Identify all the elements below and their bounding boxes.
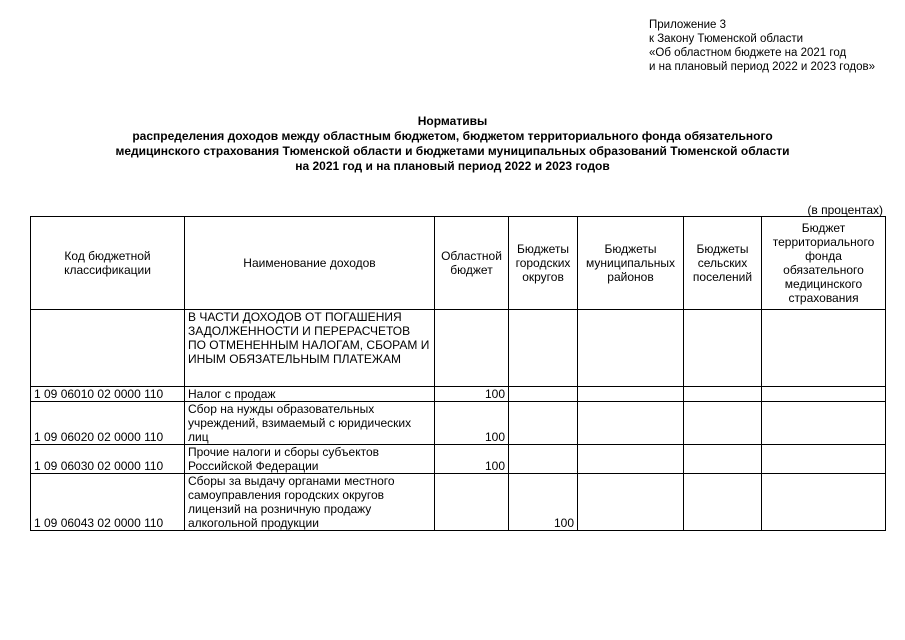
table-row — [31, 402, 886, 445]
section-row — [31, 310, 886, 387]
empty-cell — [509, 310, 578, 387]
appendix-line: к Закону Тюменской области — [649, 33, 804, 45]
empty-cell — [684, 310, 762, 387]
col-header-regional: Областной бюджет — [435, 217, 509, 310]
cell-rural — [684, 474, 762, 531]
appendix-line: и на плановый период 2022 и 2023 годов» — [649, 61, 875, 73]
empty-cell — [435, 310, 509, 387]
cell-code: 1 09 06043 02 0000 110 — [31, 474, 185, 531]
col-header-name: Наименование доходов — [185, 217, 435, 310]
cell-regional: 100 — [435, 445, 509, 474]
title-line: медицинского страхования Тюменской области и бюджетами муниципальных образований Тюменской области — [115, 144, 790, 158]
distribution-table — [30, 216, 886, 531]
cell-rural — [684, 387, 762, 402]
table-row — [31, 474, 886, 531]
title-line: на 2021 год и на плановый период 2022 и 2023 годов — [295, 159, 610, 173]
cell-fund — [762, 445, 886, 474]
cell-rural — [684, 445, 762, 474]
cell-name: Сбор на нужды образовательных учреждений, взимаемый с юридических лиц — [185, 402, 435, 445]
cell-code: 1 09 06030 02 0000 110 — [31, 445, 185, 474]
empty-cell — [578, 310, 684, 387]
cell-name: Налог с продаж — [185, 387, 435, 402]
title-line: распределения доходов между областным бюджетом, бюджетом территориального фонда обязательного — [132, 129, 773, 143]
appendix-line: Приложение 3 — [649, 19, 727, 31]
header-row — [31, 217, 886, 310]
cell-regional: 100 — [435, 402, 509, 445]
col-header-fund: Бюджет территориального фонда обязательного медицинского страхования — [762, 217, 886, 310]
cell-fund — [762, 387, 886, 402]
units-label: (в процентах) — [807, 203, 883, 217]
cell-municipal — [578, 402, 684, 445]
cell-municipal — [578, 474, 684, 531]
cell-city — [509, 402, 578, 445]
col-header-city: Бюджеты городских округов — [509, 217, 578, 310]
cell-city — [509, 387, 578, 402]
cell-rural — [684, 402, 762, 445]
section-code-cell — [31, 310, 185, 387]
appendix-line: «Об областном бюджете на 2021 год — [649, 47, 847, 59]
cell-code: 1 09 06020 02 0000 110 — [31, 402, 185, 445]
col-header-rural: Бюджеты сельских поселений — [684, 217, 762, 310]
cell-name: Прочие налоги и сборы субъектов Российской Федерации — [185, 445, 435, 474]
empty-cell — [762, 310, 886, 387]
table-row — [31, 387, 886, 402]
cell-city: 100 — [509, 474, 578, 531]
col-header-code: Код бюджетной классификации — [31, 217, 185, 310]
cell-name: Сборы за выдачу органами местного самоуправления городских округов лицензий на розничную продажу алкогольной продукции — [185, 474, 435, 531]
table-row — [31, 445, 886, 474]
cell-regional: 100 — [435, 387, 509, 402]
appendix-note — [649, 18, 899, 74]
col-header-municipal: Бюджеты муниципальных районов — [578, 217, 684, 310]
cell-municipal — [578, 387, 684, 402]
cell-fund — [762, 402, 886, 445]
cell-regional — [435, 474, 509, 531]
section-title: В ЧАСТИ ДОХОДОВ ОТ ПОГАШЕНИЯ ЗАДОЛЖЕННОСТИ И ПЕРЕРАСЧЕТОВ ПО ОТМЕНЕННЫМ НАЛОГАМ, СБОРАМ И ИНЫМ ОБЯЗАТЕЛЬНЫМ ПЛАТЕЖАМ — [185, 310, 435, 387]
title-line: Нормативы — [417, 114, 488, 128]
cell-code: 1 09 06010 02 0000 110 — [31, 387, 185, 402]
cell-fund — [762, 474, 886, 531]
cell-municipal — [578, 445, 684, 474]
document-title — [40, 114, 865, 174]
cell-city — [509, 445, 578, 474]
